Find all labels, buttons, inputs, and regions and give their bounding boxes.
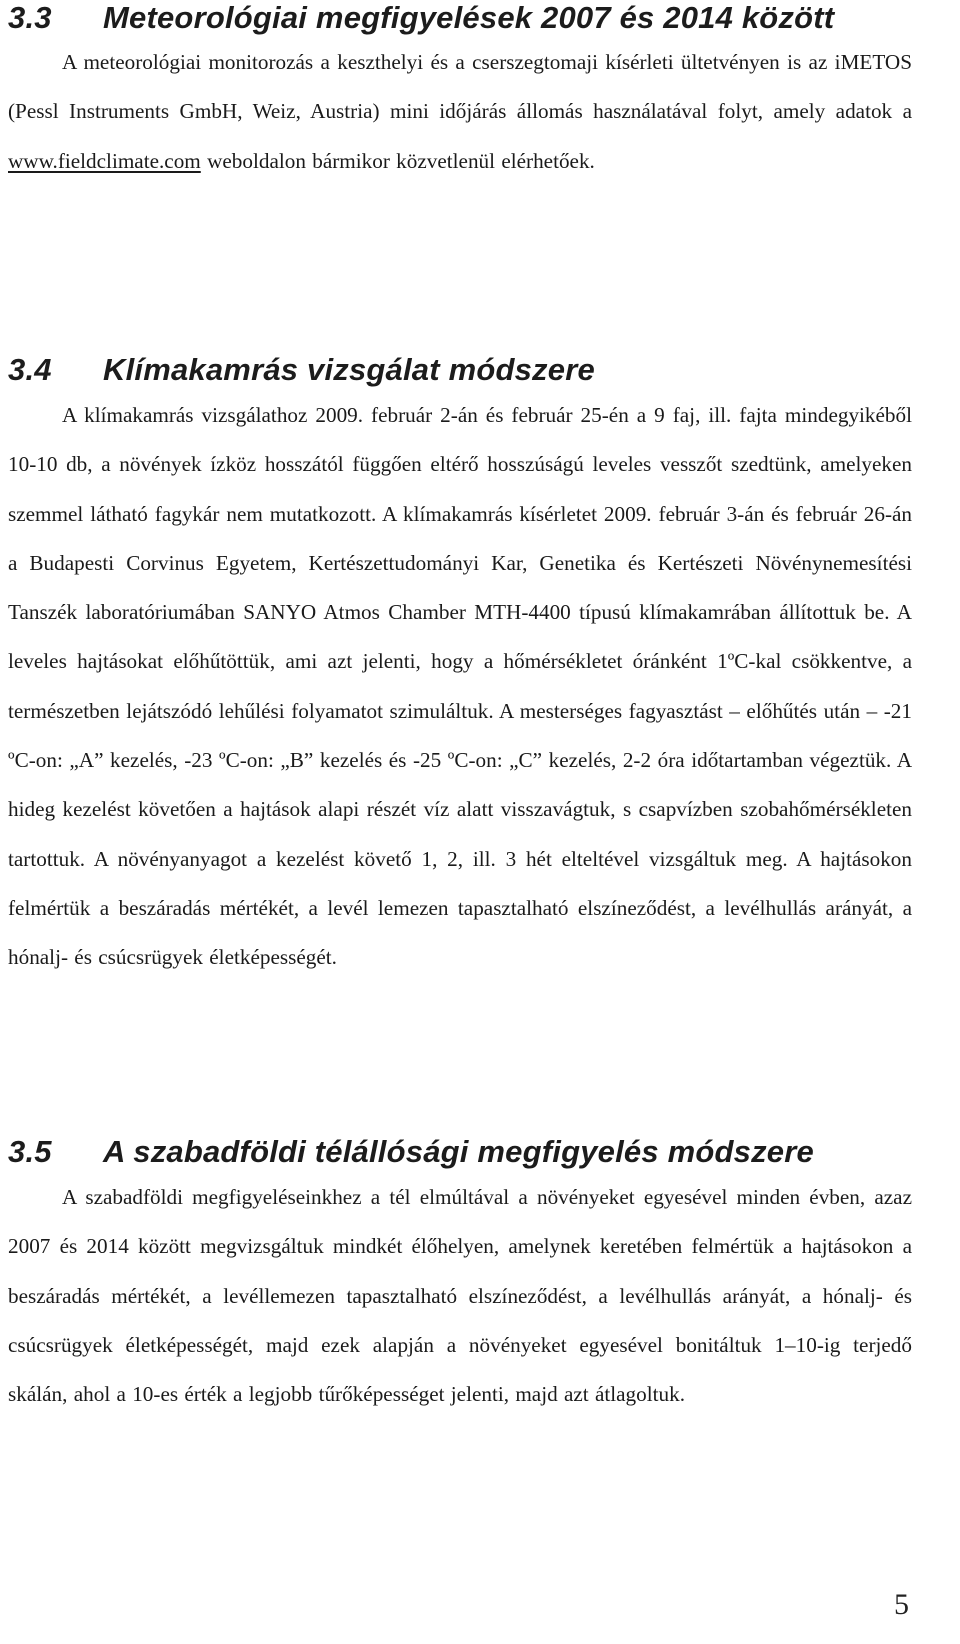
section-title: Klímakamrás vizsgálat módszere <box>103 352 595 387</box>
section-heading-3-5 <box>8 1134 814 1170</box>
section-title: Meteorológiai megfigyelések 2007 és 2014 között <box>103 0 835 35</box>
paragraph-meteorological-monitoring <box>8 38 912 186</box>
section-title: A szabadföldi télállósági megfigyelés módszere <box>103 1134 814 1169</box>
section-number: 3.4 <box>8 352 52 387</box>
paragraph-field-winter-hardiness-method: A szabadföldi megfigyeléseinkhez a tél elmúltával a növényeket egyesével minden évben, azaz 2007 és 2014 között megvizsgáltuk mindkét élőhelyen, amelynek keretében felmértük a hajtásokon a beszáradás mértékét, a levéllemezen tapasztalható elszíneződést, a levélhullás arányát, a hónalj- és csúcsrügyek életképességét, majd ezek alapján a növényeket egyesével bonitáltuk 1–10-ig terjedő skálán, ahol a 10-es érték a legjobb tűrőképességet jelenti, majd azt átlagoltuk. <box>8 1185 912 1407</box>
section-number: 3.5 <box>8 1134 52 1169</box>
paragraph-climate-chamber-method: A klímakamrás vizsgálathoz 2009. február 2-án és február 25-én a 9 faj, ill. fajta mindegyikéből 10-10 db, a növények ízköz hosszától függően eltérő hosszúságú leveles vesszőt szedtünk, amelyeken szemmel látható fagykár nem mutatkozott. A klímakamrás kísérletet 2009. február 3-án és február 26-án a Budapesti Corvinus Egyetem, Kertészettudományi Kar, Genetika és Kertészeti Növénynemesítési Tanszék laboratóriumában SANYO Atmos Chamber MTH-4400 típusú klímakamrában állítottuk be. A leveles hajtásokat előhűtöttük, ami azt jelenti, hogy a hőmérsékletet óránként 1ºC-kal csökkentve, a természetben lejátszódó lehűlési folyamatot szimuláltuk. A mesterséges fagyasztást – előhűtés után – -21 ºC-on: „A” kezelés, -23 ºC-on: „B” kezelés és -25 ºC-on: „C” kezelés, 2-2 óra időtartamban végeztük. A hideg kezelést követően a hajtások alapi részét víz alatt visszavágtuk, s csapvízben szobahőmérsékleten tartottuk. A növényanyagot a kezelést követő 1, 2, ill. 3 hét elteltével vizsgáltuk meg. A hajtásokon felmértük a beszáradás mértékét, a levél lemezen tapasztalható elszíneződést, a levélhullás arányát, a hónalj- és csúcsrügyek életképességét. <box>8 403 912 970</box>
section-number: 3.3 <box>8 0 52 35</box>
page-number: 5 <box>894 1588 909 1621</box>
section-heading-3-3 <box>8 0 834 36</box>
paragraph-text: A meteorológiai monitorozás a keszthelyi és a cserszegtomaji kísérleti ültetvényen is az iMETOS (Pessl Instruments GmbH, Weiz, Austria) mini időjárás állomás használatával folyt, amely adatok a <box>8 50 912 124</box>
paragraph-text: weboldalon bármikor közvetlenül elérhetőek. <box>200 148 595 173</box>
fieldclimate-link[interactable]: www.fieldclimate.com <box>8 148 201 173</box>
section-heading-3-4 <box>8 352 595 388</box>
